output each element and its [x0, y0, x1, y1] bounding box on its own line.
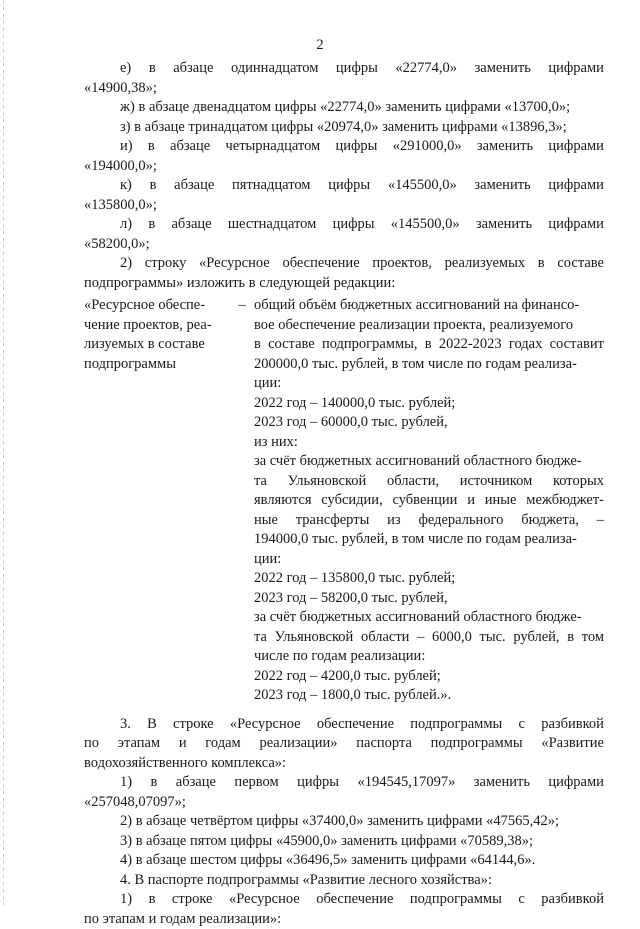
word: В	[147, 715, 157, 735]
table-right-line: ции:	[254, 550, 604, 570]
table-right-line	[254, 628, 604, 648]
word: «145500,0»	[388, 176, 457, 196]
word: цифрами	[548, 137, 604, 157]
word: заменить	[474, 773, 530, 793]
paragraph-line: 3) в абзаце пятом цифры «45900,0» заменить цифрами «70589,38»;	[84, 832, 604, 852]
word: «145500,0»	[391, 215, 460, 235]
paragraph-line	[84, 715, 604, 735]
word: «291000,0»	[393, 137, 462, 157]
word: за счёт бюджетных ассигнований областного бюдже-	[254, 453, 582, 469]
amendment-list	[84, 59, 604, 293]
paragraph-line: «135800,0»;	[84, 196, 604, 216]
word: заменить	[474, 176, 530, 196]
paragraph-line: ж) в абзаце двенадцатом цифры «22774,0» заменить цифрами «13700,0»;	[84, 98, 604, 118]
word: вое обеспечение реализации проекта, реализуемого	[254, 317, 573, 333]
paragraph-line: 4) в абзаце шестом цифры «36496,5» заменить цифрами «64144,6».	[84, 851, 604, 871]
word: рублей,	[513, 628, 559, 648]
word: заменить	[477, 137, 533, 157]
table-right-column	[254, 296, 604, 706]
table-right-line: из них:	[254, 433, 604, 453]
word: с	[518, 890, 524, 910]
paragraph-line	[84, 137, 604, 157]
word: 1)	[120, 773, 132, 793]
word: «22774,0»	[395, 59, 457, 79]
paragraph-line	[84, 254, 604, 274]
word: цифрами	[548, 773, 604, 793]
word: являются	[254, 491, 312, 511]
word: разбивкой	[541, 890, 604, 910]
table-left-line: «Ресурсное обеспе-	[84, 296, 230, 316]
paragraph	[84, 137, 604, 176]
word: строке	[173, 715, 214, 735]
word: шестнадцатом	[228, 215, 316, 235]
word: 1)	[120, 890, 132, 910]
word: к)	[120, 176, 132, 196]
table-right-line	[254, 530, 604, 550]
table-right-line: 2023 год – 60000,0 тыс. рублей,	[254, 413, 604, 433]
word: и	[179, 734, 187, 754]
paragraph-line: 4. В паспорте подпрограммы «Развитие лесного хозяйства»:	[84, 871, 604, 891]
margin-line	[3, 0, 4, 905]
table-left-column	[84, 296, 230, 706]
word: реализуемых	[445, 254, 526, 274]
paragraph	[84, 98, 604, 118]
word: подпрограммы	[431, 734, 523, 754]
word: –	[597, 511, 604, 531]
word: которых	[553, 472, 604, 492]
paragraph-line: «14900,38»;	[84, 79, 604, 99]
paragraph	[84, 773, 604, 812]
word: цифры	[336, 137, 378, 157]
word: субвенции	[393, 491, 458, 511]
word: абзаце	[170, 137, 210, 157]
resource-table	[84, 296, 604, 706]
table-right-line	[254, 472, 604, 492]
table-left-line: подпрограммы	[84, 355, 230, 375]
word: в	[151, 773, 158, 793]
word: Ульяновской	[275, 628, 354, 648]
word: строку	[145, 254, 187, 274]
table-right-line: ции:	[254, 374, 604, 394]
paragraph-line: 2) в абзаце четвёртом цифры «37400,0» заменить цифрами «47565,42»;	[84, 812, 604, 832]
word: «Ресурсное	[199, 254, 270, 274]
table-left-line: лизуемых в составе	[84, 335, 230, 355]
word: 2)	[120, 254, 132, 274]
word: обеспечение	[282, 254, 359, 274]
word: 6000,0	[432, 628, 472, 648]
table-right-line: 2022 год – 135800,0 тыс. рублей;	[254, 569, 604, 589]
word: абзаце	[171, 215, 211, 235]
paragraph	[84, 812, 604, 832]
word: в	[148, 215, 155, 235]
paragraph-line: водохозяйственного комплекса»:	[84, 754, 604, 774]
paragraph-line: «58200,0»;	[84, 235, 604, 255]
word: Ульяновской	[288, 472, 367, 492]
word: иные	[485, 491, 517, 511]
word: «Развитие	[541, 734, 604, 754]
word: тыс.	[480, 628, 506, 648]
word: в	[567, 628, 574, 648]
table-right-line	[254, 491, 604, 511]
word: с	[519, 715, 525, 735]
word: субсидии,	[321, 491, 382, 511]
word: паспорта	[356, 734, 412, 754]
word: из	[387, 511, 401, 531]
word: источником	[460, 472, 533, 492]
word: цифры	[328, 176, 370, 196]
word: области,	[387, 472, 439, 492]
paragraph-line: з) в абзаце тринадцатом цифры «20974,0» заменить цифрами «13896,3»;	[84, 118, 604, 138]
word: по	[84, 734, 99, 754]
table-right-line: 2022 год – 140000,0 тыс. рублей;	[254, 394, 604, 414]
table-right-line	[254, 335, 604, 355]
paragraph-line: подпрограммы» изложить в следующей редакции:	[84, 274, 604, 294]
word: годах	[509, 335, 542, 355]
paragraph-line	[84, 59, 604, 79]
word: «194545,17097»	[357, 773, 455, 793]
word: цифры	[333, 215, 375, 235]
word: –	[417, 628, 424, 648]
word: 194000,0 тыс. рублей, в том числе по годам реализа-	[254, 531, 577, 547]
amendment-list-2	[84, 715, 604, 929]
table-right-line: числе по годам реализации:	[254, 647, 604, 667]
word: та	[254, 628, 267, 648]
page-number: 2	[0, 36, 640, 56]
word: обеспечение	[316, 890, 393, 910]
word: трансферты	[296, 511, 370, 531]
word: проектов,	[372, 254, 432, 274]
word: составе	[268, 335, 315, 355]
word: 2022-2023	[439, 335, 502, 355]
word: 200000,0 тыс. рублей, в том числе по годам реализа-	[254, 356, 577, 372]
paragraph-line: «257048,07097»;	[84, 793, 604, 813]
paragraph-line: «194000,0»;	[84, 157, 604, 177]
word: цифрами	[548, 215, 604, 235]
paragraph-line: по этапам и годам реализации»:	[84, 910, 604, 929]
word: в	[254, 335, 261, 355]
word: обеспечение	[317, 715, 394, 735]
table-right-line	[254, 511, 604, 531]
paragraph-line	[84, 215, 604, 235]
word: и	[467, 491, 475, 511]
paragraph	[84, 871, 604, 891]
paragraph	[84, 890, 604, 929]
word: та	[254, 472, 267, 492]
table-right-line	[254, 608, 604, 628]
word: составит	[550, 335, 604, 355]
word: четырнадцатом	[225, 137, 320, 157]
word: том	[582, 628, 604, 648]
word: абзаце	[176, 773, 216, 793]
word: цифры	[297, 773, 339, 793]
paragraph	[84, 118, 604, 138]
word: в	[149, 59, 156, 79]
word: подпрограммы	[410, 890, 502, 910]
table-left-line: чение проектов, реа-	[84, 316, 230, 336]
word: за счёт бюджетных ассигнований областного бюдже-	[254, 609, 582, 625]
word: подпрограммы	[410, 715, 502, 735]
word: разбивкой	[541, 715, 604, 735]
paragraph-line	[84, 176, 604, 196]
word: цифры	[336, 59, 378, 79]
word: «Ресурсное	[229, 890, 300, 910]
word: годам	[205, 734, 240, 754]
table-right-line	[254, 452, 604, 472]
paragraph	[84, 215, 604, 254]
word: 3.	[120, 715, 131, 735]
table-right-line: 2023 год – 1800,0 тыс. рублей.».	[254, 686, 604, 706]
word: абзаце	[174, 176, 214, 196]
word: заменить	[475, 59, 531, 79]
word: реализации»	[259, 734, 337, 754]
table-right-line: 2023 год – 58200,0 тыс. рублей,	[254, 589, 604, 609]
word: строке	[172, 890, 213, 910]
document-body	[84, 59, 604, 929]
word: одиннадцатом	[231, 59, 318, 79]
word: е)	[120, 59, 131, 79]
table-dash: –	[230, 296, 254, 706]
paragraph-line	[84, 890, 604, 910]
word: заменить	[476, 215, 532, 235]
paragraph	[84, 254, 604, 293]
word: составе	[557, 254, 604, 274]
table-right-line	[254, 316, 604, 336]
word: л)	[120, 215, 132, 235]
table-right-line	[254, 355, 604, 375]
word: подпрограммы,	[322, 335, 418, 355]
word: в	[425, 335, 432, 355]
word: общий объём бюджетных ассигнований на финансо-	[254, 297, 579, 313]
word: межбюджет-	[526, 491, 604, 511]
paragraph	[84, 176, 604, 215]
paragraph	[84, 59, 604, 98]
word: абзаце	[173, 59, 213, 79]
word: в	[148, 137, 155, 157]
word: федерального	[418, 511, 503, 531]
paragraph-line	[84, 773, 604, 793]
word: пятнадцатом	[232, 176, 310, 196]
table-right-line: 2022 год – 4200,0 тыс. рублей;	[254, 667, 604, 687]
paragraph	[84, 851, 604, 871]
word: бюджета,	[521, 511, 579, 531]
word: ные	[254, 511, 278, 531]
word: в	[150, 176, 157, 196]
paragraph-line	[84, 734, 604, 754]
paragraph	[84, 832, 604, 852]
word: и)	[120, 137, 133, 157]
word: цифрами	[548, 176, 604, 196]
word: цифрами	[548, 59, 604, 79]
word: «Ресурсное	[230, 715, 301, 735]
word: в	[538, 254, 545, 274]
word: первом	[234, 773, 278, 793]
paragraph	[84, 715, 604, 774]
word: в	[149, 890, 156, 910]
word: области	[361, 628, 409, 648]
word: этапам	[118, 734, 160, 754]
table-right-line	[254, 296, 604, 316]
